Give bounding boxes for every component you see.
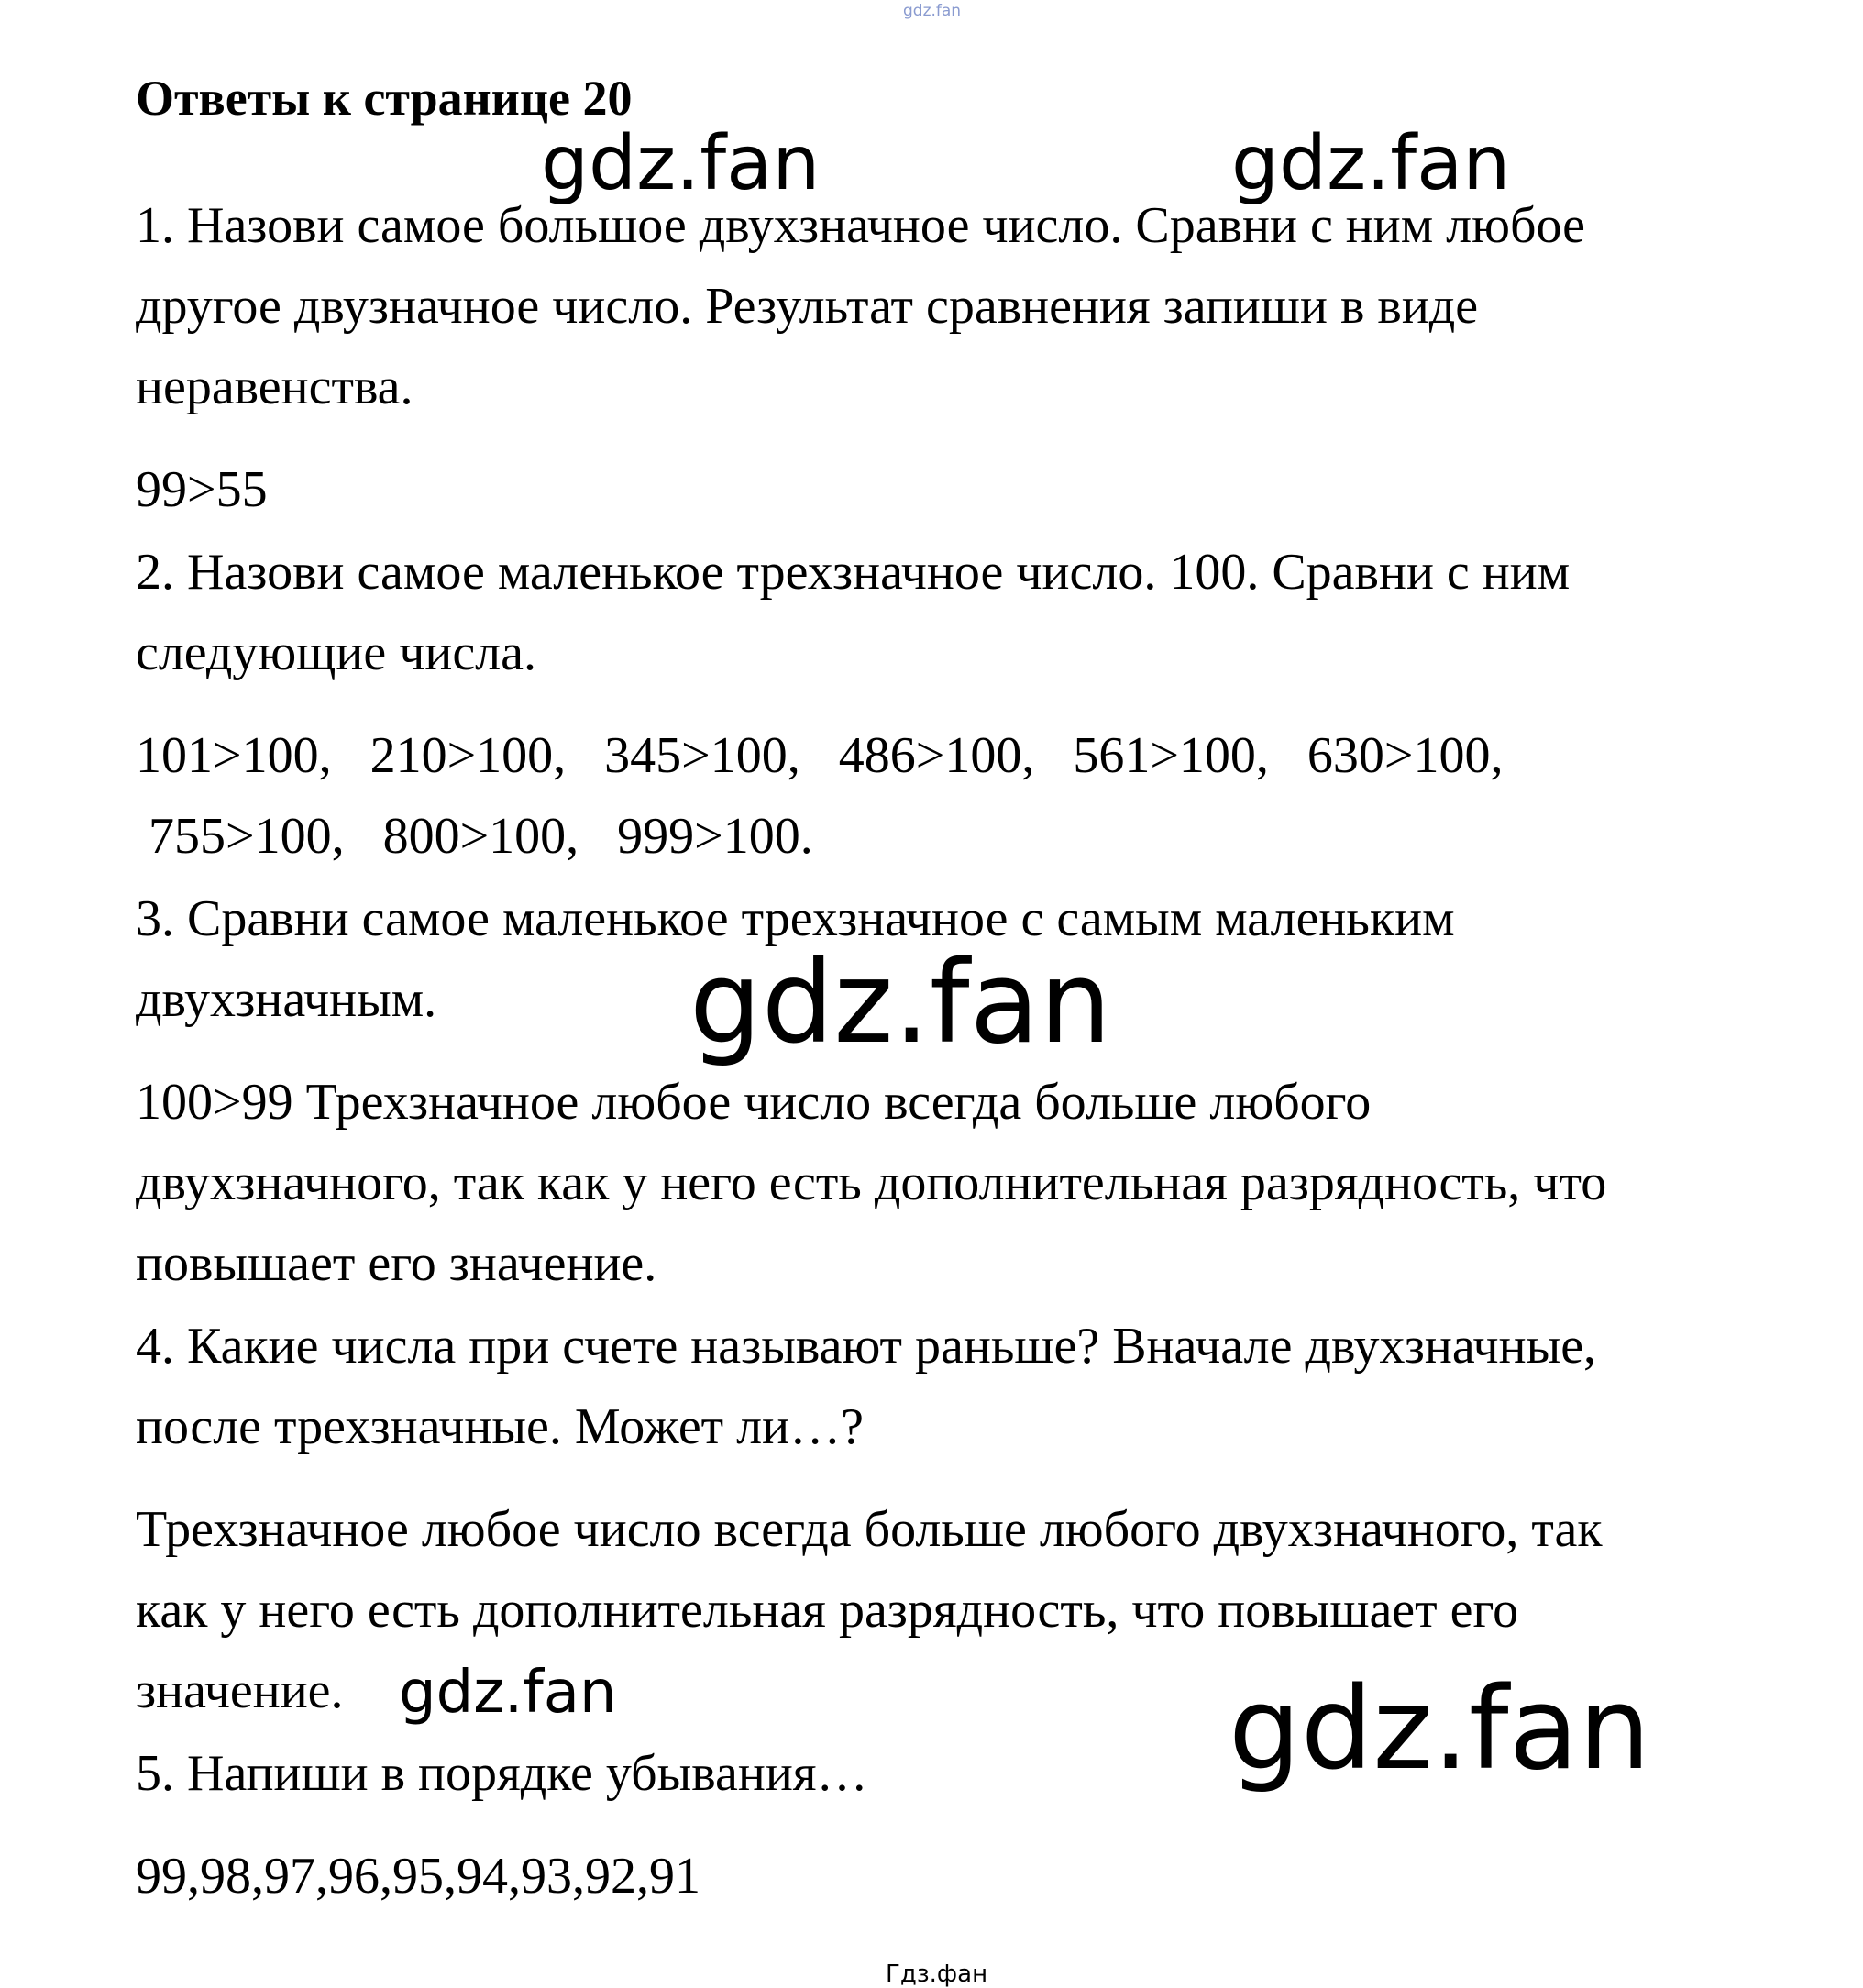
task-2-answer-line-2: 755>100, 800>100, 999>100. [136,808,813,865]
task-3-answer-line-2: двухзначного, так как у него есть дополнительная разрядность, что [136,1154,1607,1211]
task-1-text-line-3: неравенства. [136,359,413,415]
task-1-answer: 99>55 [136,461,268,518]
task-3-answer-line-3: повышает его значение. [136,1235,657,1292]
task-4-answer-line-2: как у него есть дополнительная разрядность, что повышает его [136,1582,1519,1639]
footer-caption: Гдз.фан [886,1960,988,1988]
task-5-answer: 99,98,97,96,95,94,93,92,91 [136,1848,700,1905]
task-3-text-line-1: 3. Сравни самое маленькое трехзначное с самым маленьким [136,890,1455,947]
task-5-text: 5. Напиши в порядке убывания… [136,1745,868,1802]
watermark: gdz.fan [689,937,1112,1069]
page-title: Ответы к странице 20 [136,71,633,126]
task-2-answer-line-1: 101>100, 210>100, 345>100, 486>100, 561>100, 630>100, [136,727,1504,784]
watermark: gdz.fan [541,120,821,207]
watermark: gdz.fan [1229,1663,1651,1795]
task-4-text-line-1: 4. Какие числа при счете называют раньше? Вначале двухзначные, [136,1318,1597,1375]
watermark: gdz.fan [1231,120,1511,207]
task-3-text-line-2: двухзначным. [136,971,437,1028]
task-2-text-line-2: следующие числа. [136,624,536,681]
task-4-answer-line-3: значение. [136,1662,344,1719]
task-3-answer-line-1: 100>99 Трехзначное любое число всегда больше любого [136,1074,1372,1131]
top-watermark: gdz.fan [903,2,962,20]
task-2-text-line-1: 2. Назови самое маленькое трехзначное число. 100. Сравни с ним [136,544,1571,601]
task-1-text-line-1: 1. Назови самое большое двухзначное число. Сравни с ним любое [136,197,1585,254]
task-4-text-line-2: после трехзначные. Может ли…? [136,1398,864,1455]
watermark: gdz.fan [399,1659,617,1727]
task-1-text-line-2: другое двузначное число. Результат сравнения запиши в виде [136,278,1479,335]
task-4-answer-line-1: Трехзначное любое число всегда больше любого двухзначного, так [136,1501,1603,1558]
